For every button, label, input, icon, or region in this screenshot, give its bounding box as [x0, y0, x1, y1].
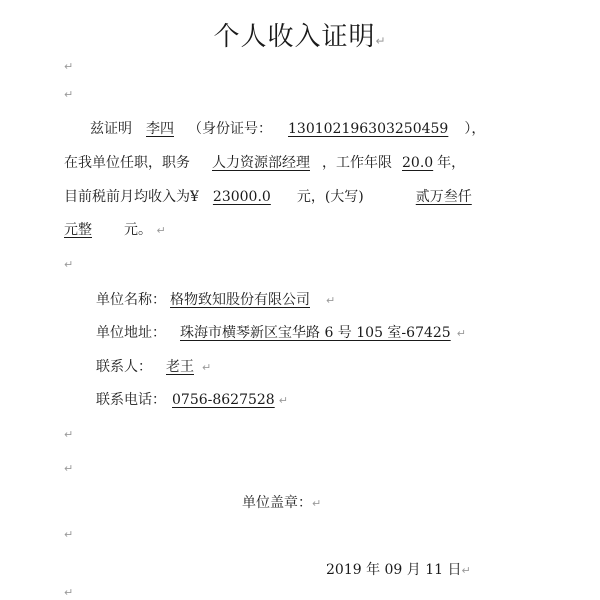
phone-label: 联系电话： [96, 392, 166, 408]
paragraph-mark-icon: ↵ [202, 361, 212, 374]
paragraph-mark-icon: ↵ [64, 88, 74, 101]
body-line-4: 元整 元。 ↵ [64, 219, 166, 239]
body-line-3: 目前税前月均收入为¥ 23000.0 元，(大写) 贰万叁仟 [64, 186, 472, 206]
paragraph-mark-icon: ↵ [456, 327, 466, 340]
contact-value: 老王 [166, 359, 194, 375]
paragraph-mark-icon: ↵ [64, 60, 74, 73]
paragraph-mark-icon: ↵ [312, 497, 322, 510]
company-address-row [96, 322, 466, 342]
paragraph-mark-icon: ↵ [64, 428, 74, 441]
income-words-field: 贰万叁仟 [415, 189, 472, 205]
company-name-value: 格物致知股份有限公司 [170, 292, 310, 308]
phone-value: 0756-8627528 [172, 392, 275, 408]
paragraph-mark-icon: ↵ [64, 258, 74, 271]
body-line-1: 兹证明 李四 （身份证号： 130102196303250459 ）， [90, 118, 485, 138]
contact-label: 联系人： [96, 359, 152, 375]
paragraph-mark-icon: ↵ [375, 34, 387, 48]
position-field: 人力资源部经理 [212, 155, 310, 171]
name-field: 李四 [146, 121, 174, 137]
seal-row [242, 492, 321, 512]
paragraph-mark-icon: ↵ [461, 564, 471, 577]
years-field: 20.0 [402, 155, 434, 171]
contact-row [96, 356, 211, 376]
phone-row [96, 389, 288, 409]
company-address-label: 单位地址： [96, 325, 166, 341]
company-address-value: 珠海市横琴新区宝华路 6 号 105 室-67425 [180, 325, 451, 341]
paragraph-mark-icon: ↵ [278, 394, 288, 407]
date-text: 2019 年 09 月 11 日 [326, 562, 462, 578]
seal-label: 单位盖章： [242, 495, 312, 511]
company-name-label: 单位名称： [96, 292, 166, 308]
date-row [326, 559, 471, 579]
id-number-field: 130102196303250459 [288, 121, 449, 137]
income-words-cont: 元整 [64, 222, 92, 238]
paragraph-mark-icon: ↵ [64, 462, 74, 475]
company-name-row [96, 289, 335, 309]
body-line-2: 在我单位任职，职务 人力资源部经理 ，工作年限 20.0 年， [64, 152, 465, 172]
paragraph-mark-icon: ↵ [64, 586, 74, 599]
title-text: 个人收入证明 [213, 22, 376, 52]
paragraph-mark-icon: ↵ [326, 294, 336, 307]
paragraph-mark-icon: ↵ [156, 224, 166, 237]
paragraph-mark-icon: ↵ [64, 528, 74, 541]
document-title [0, 16, 600, 53]
income-field: 23000.0 [212, 189, 271, 205]
